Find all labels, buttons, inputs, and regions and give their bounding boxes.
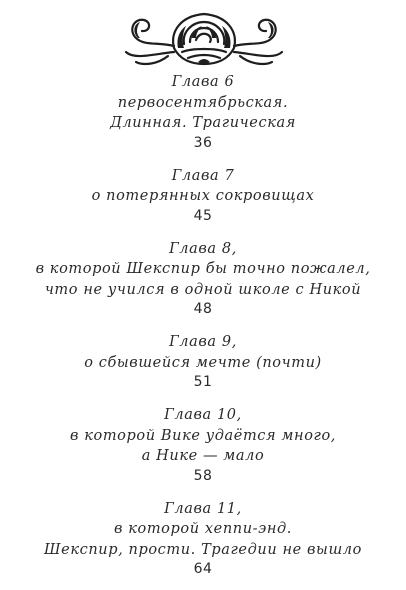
chapter-title-line: в которой Шекспир бы точно пожалел, [35, 261, 371, 277]
chapter-title-line: первосентябрьская. [117, 94, 289, 111]
table-of-contents [0, 72, 406, 579]
chapter-title-line: что не учился в одной школе с Никой [44, 281, 362, 298]
toc-entry-chapter-6[interactable] [0, 72, 406, 153]
chapter-title-line: в которой хеппи-энд. [113, 521, 293, 537]
page-number: 58 [193, 467, 213, 484]
chapter-title-line: о потерянных сокровищах [91, 188, 315, 204]
chapter-heading: Глава 9, [169, 334, 237, 350]
rose-ornament-icon [118, 8, 290, 70]
chapter-title-line: Длинная. Трагическая [110, 115, 296, 131]
chapter-heading: Глава 11, [164, 500, 242, 517]
page-number: 64 [193, 561, 213, 577]
page-number: 45 [193, 207, 213, 224]
chapter-heading: Глава 6 [171, 74, 235, 90]
page-number: 51 [193, 374, 213, 390]
page-number: 36 [193, 134, 213, 151]
toc-entry-chapter-8[interactable] [0, 239, 406, 320]
chapter-heading: Глава 8, [169, 240, 237, 257]
chapter-title-line: в которой Вике удаётся много, [70, 427, 336, 444]
chapter-title-line: Шекспир, прости. Трагедии не вышло [44, 541, 362, 558]
chapter-title-line: а Нике — мало [141, 448, 265, 464]
toc-entry-chapter-7[interactable] [0, 166, 406, 226]
toc-entry-chapter-9[interactable] [0, 332, 406, 392]
chapter-heading: Глава 10, [164, 407, 242, 423]
chapter-title-line: о сбывшейся мечте (почти) [84, 354, 322, 371]
toc-entry-chapter-11[interactable] [0, 499, 406, 580]
toc-entry-chapter-10[interactable] [0, 405, 406, 486]
page-number: 48 [193, 301, 213, 317]
chapter-heading: Глава 7 [171, 167, 235, 184]
